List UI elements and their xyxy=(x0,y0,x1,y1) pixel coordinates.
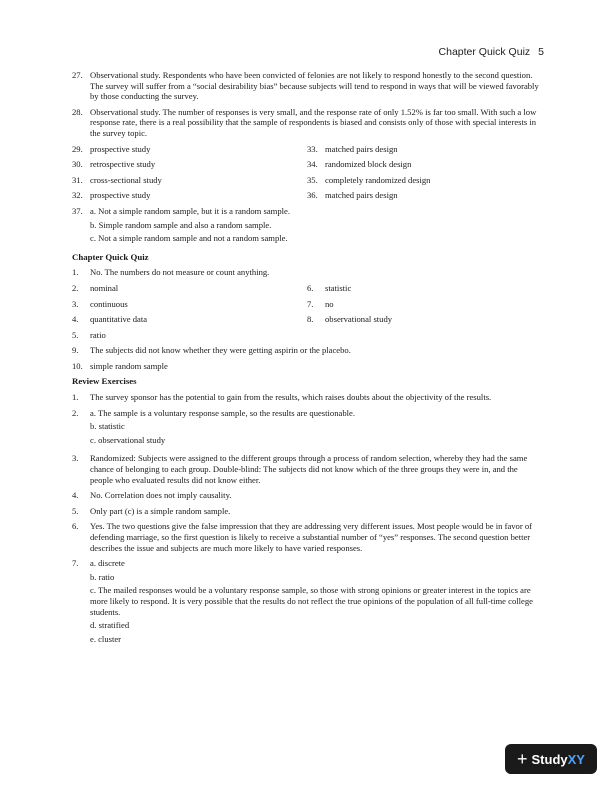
item-text: The survey sponsor has the potential to gain from the results, which raises doubts about the objectivity of the results. xyxy=(90,392,492,403)
quiz-answer-9 xyxy=(72,345,542,356)
item-number: 6. xyxy=(72,521,79,532)
review-answer-2 xyxy=(72,408,542,449)
item-number: 32. xyxy=(72,190,83,201)
item-text: Randomized: Subjects were assigned to the different groups through a process of random selection, whereby they had the same chance of belonging to each group. Double-blind: The subjects did not know which of the three groups they were in, and the people who evaluated results did not know either. xyxy=(90,453,528,485)
answer-row xyxy=(72,159,542,170)
sub-answer-b: b. statistic xyxy=(90,421,125,432)
item-text: Yes. The two questions give the false impression that they are addressing very different issues. Most people would be in favor of defending marriage, so the first question is likely to receive a substantial number of “yes” responses. The second question better describes the issue and subjects are much more likely to have varied responses. xyxy=(90,521,533,553)
badge-study-text: Study xyxy=(531,751,568,767)
item-number: 3. xyxy=(72,298,79,309)
answer-row xyxy=(72,283,542,294)
item-text: Only part (c) is a simple random sample. xyxy=(90,505,231,516)
studyxy-badge[interactable] xyxy=(505,744,597,774)
review-answer-1 xyxy=(72,392,542,403)
item-text: randomized block design xyxy=(325,159,412,170)
item-text: Observational study. Respondents who have been convicted of felonies are not likely to respond honestly to the second question. The survey will suffer from a “social desirability bias” because subjects will tend to respond in ways that will be viewed favorably by those conducting the survey. xyxy=(90,70,539,102)
sub-answer-d: d. stratified xyxy=(90,620,130,631)
item-text: nominal xyxy=(90,282,119,293)
item-number: 5. xyxy=(72,329,79,340)
review-answer-4 xyxy=(72,490,542,501)
item-number: 2. xyxy=(72,282,79,293)
item-number: 34. xyxy=(307,159,318,170)
badge-xy-text: XY xyxy=(567,751,585,767)
item-number: 4. xyxy=(72,490,79,501)
item-number: 36. xyxy=(307,190,318,201)
sub-answer-a: a. discrete xyxy=(90,558,125,569)
item-number: 28. xyxy=(72,106,83,117)
item-number: 9. xyxy=(72,345,79,356)
answer-row xyxy=(72,175,542,186)
page-content xyxy=(72,70,542,652)
item-number: 31. xyxy=(72,174,83,185)
item-number: 37. xyxy=(72,205,83,216)
item-number: 3. xyxy=(72,453,79,464)
item-text: quantitative data xyxy=(90,314,148,325)
sub-answer-e: e. cluster xyxy=(90,633,122,644)
review-answer-6 xyxy=(72,521,542,553)
item-text: Observational study. The number of responses is very small, and the response rate of only 1.52% is far too small. With such a low response rate, there is a real possibility that the sample of respondents is biased and consists only of those with special interests in the survey topic. xyxy=(90,106,537,138)
item-text: continuous xyxy=(90,298,128,309)
sub-answer-c: c. Not a simple random sample and not a random sample. xyxy=(90,233,288,244)
item-number: 35. xyxy=(307,174,318,185)
quiz-answer-1 xyxy=(72,267,542,278)
sub-answer-a: a. Not a simple random sample, but it is a random sample. xyxy=(90,205,291,216)
item-number: 33. xyxy=(307,143,318,154)
item-text: prospective study xyxy=(90,190,151,201)
review-answer-3 xyxy=(72,453,542,485)
sub-answer-b: b. Simple random sample and also a random sample. xyxy=(90,219,272,230)
section-title-quick-quiz: Chapter Quick Quiz xyxy=(72,251,149,262)
section-title-review-exercises: Review Exercises xyxy=(72,376,137,387)
item-text: matched pairs design xyxy=(325,190,398,201)
item-text: ratio xyxy=(90,329,106,340)
item-text: The subjects did not know whether they were getting aspirin or the placebo. xyxy=(90,345,351,356)
item-text: prospective study xyxy=(90,143,151,154)
answer-row xyxy=(72,299,542,310)
item-number: 30. xyxy=(72,159,83,170)
review-answer-5 xyxy=(72,506,542,517)
item-number: 4. xyxy=(72,314,79,325)
item-text: simple random sample xyxy=(90,360,168,371)
answer-row xyxy=(72,190,542,201)
item-text: completely randomized design xyxy=(325,174,431,185)
answer-28 xyxy=(72,107,542,139)
review-answer-7 xyxy=(72,558,542,647)
item-number: 1. xyxy=(72,392,79,403)
answer-27 xyxy=(72,70,542,102)
item-text: observational study xyxy=(325,314,393,325)
sub-answer-c: c. observational study xyxy=(90,434,166,445)
item-number: 29. xyxy=(72,143,83,154)
item-number: 6. xyxy=(307,282,314,293)
running-head xyxy=(439,46,544,58)
answer-37 xyxy=(72,206,542,247)
item-number: 10. xyxy=(72,360,83,371)
quiz-answer-5 xyxy=(72,330,542,341)
answer-row xyxy=(72,144,542,155)
sub-answer-b: b. ratio xyxy=(90,571,115,582)
item-text: no xyxy=(325,298,334,309)
item-text: retrospective study xyxy=(90,159,156,170)
item-number: 7. xyxy=(72,558,79,569)
sub-answer-c: c. The mailed responses would be a voluntary response sample, so those with strong opinions or greater interest in the topics are more likely to respond. It is very possible that the results do not reflect the true opinions of the population of all full-time college students. xyxy=(90,585,533,617)
quiz-answer-10 xyxy=(72,361,542,372)
item-text: statistic xyxy=(325,282,352,293)
answer-row xyxy=(72,314,542,325)
item-number: 1. xyxy=(72,267,79,278)
answers-29-36 xyxy=(72,144,542,201)
item-text: cross-sectional study xyxy=(90,174,162,185)
sub-answer-a: a. The sample is a voluntary response sample, so the results are questionable. xyxy=(90,407,355,418)
item-number: 27. xyxy=(72,70,83,80)
item-number: 5. xyxy=(72,505,79,516)
page-number: 5 xyxy=(538,46,544,58)
item-number: 2. xyxy=(72,407,79,418)
item-number: 7. xyxy=(307,298,314,309)
running-head-title: Chapter Quick Quiz xyxy=(438,46,531,58)
item-text: No. Correlation does not imply causality. xyxy=(90,490,232,501)
item-text: matched pairs design xyxy=(325,143,398,154)
item-number: 8. xyxy=(307,314,314,325)
plus-icon: + xyxy=(517,748,528,769)
item-text: No. The numbers do not measure or count anything. xyxy=(90,267,270,278)
